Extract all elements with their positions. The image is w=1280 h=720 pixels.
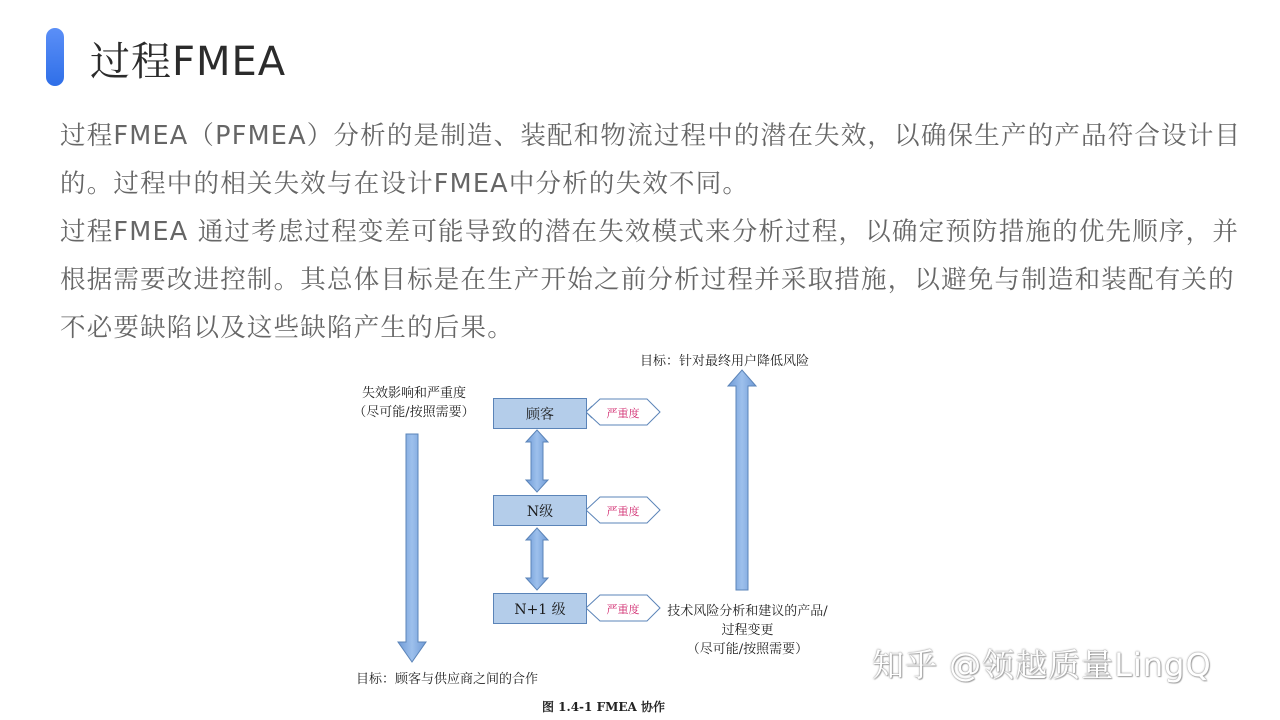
page-title: 过程FMEA (90, 39, 287, 85)
box-customer: 顾客 (493, 398, 587, 429)
technical-risk-line2: 过程变更 (721, 623, 774, 638)
goal-reduce-risk-label: 目标：针对最终用户降低风险 (640, 354, 810, 369)
technical-risk-line1: 技术风险分析和建议的产品/ (667, 604, 828, 619)
double-arrow-1 (526, 430, 548, 492)
failure-effect-label (340, 382, 488, 420)
paragraph-1: 过程FMEA（PFMEA）分析的是制造、装配和物流过程中的潜在失效，以确保生产的产品符合设计目的。过程中的相关失效与在设计FMEA中分析的失效不同。 (60, 121, 1242, 199)
up-arrow (728, 370, 756, 590)
title-accent-bar (46, 28, 64, 86)
severity-label-1: 严重度 (606, 407, 640, 420)
watermark: 知乎 @领越质量LingQ (872, 646, 1212, 684)
technical-risk-label (660, 600, 835, 657)
severity-label-3: 严重度 (606, 603, 640, 616)
fmea-collaboration-diagram (330, 342, 850, 720)
paragraph-2: 过程FMEA 通过考虑过程变差可能导致的潜在失效模式来分析过程，以确定预防措施的优先顺序，并根据需要改进控制。其总体目标是在生产开始之前分析过程并采取措施，以避免与制造和装配有关的不必要缺陷以及这些缺陷产生的后果。 (60, 217, 1240, 343)
box-tier-n-plus-1: N+1 级 (493, 593, 587, 624)
goal-collaboration-label: 目标：顾客与供应商之间的合作 (356, 672, 539, 687)
technical-risk-line3: （尽可能/按照需要） (686, 642, 809, 657)
body-text (60, 112, 1255, 352)
box-tier-n: N级 (493, 495, 587, 526)
double-arrow-2 (526, 528, 548, 590)
failure-effect-line1: 失效影响和严重度 (361, 386, 466, 401)
failure-effect-line2: （尽可能/按照需要） (353, 405, 475, 420)
down-arrow (398, 434, 426, 662)
severity-label-2: 严重度 (606, 505, 640, 518)
figure-caption: 图 1.4-1 FMEA 协作 (542, 700, 666, 714)
